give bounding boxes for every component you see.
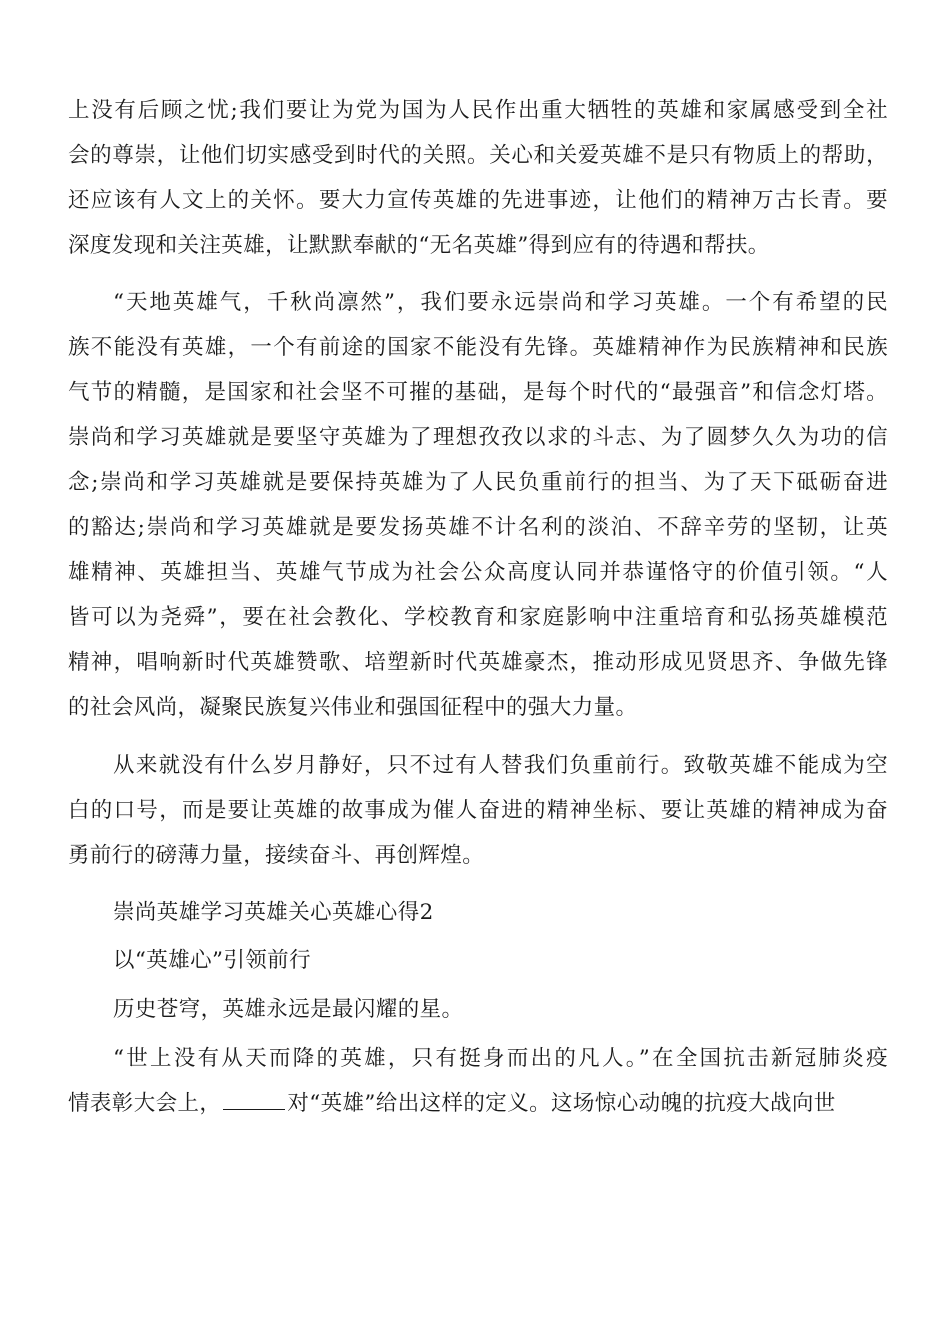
text-line: 的豁达;崇尚和学习英雄就是要发扬英雄不计名利的淡泊、不辞辛劳的坚韧，让英 [68, 515, 888, 540]
text-line: 白的口号，而是要让英雄的故事成为催人奋进的精神坐标、要让英雄的精神成为奋 [68, 798, 888, 823]
text-line: “天地英雄气，千秋尚凛然”，我们要永远崇尚和学习英雄。一个有希望的民 [113, 290, 888, 315]
text-line: 勇前行的磅薄力量，接续奋斗、再创辉煌。 [68, 843, 485, 868]
text-line: 上没有后顾之忧;我们要让为党为国为人民作出重大牺牲的英雄和家属感受到全社 [68, 98, 888, 123]
text-line: 会的尊崇，让他们切实感受到时代的关照。关心和关爱英雄不是只有物质上的帮助， [68, 143, 888, 168]
text-line [68, 1084, 888, 1124]
text-line: 皆可以为尧舜”，要在社会教化、学校教育和家庭影响中注重培育和弘扬英雄模范 [68, 605, 888, 630]
article-title: 以“英雄心”引领前行 [113, 948, 311, 973]
text-line: “世上没有从天而降的英雄，只有挺身而出的凡人。”在全国抗击新冠肺炎疫 [113, 1046, 888, 1071]
text-line: 雄精神、英雄担当、英雄气节成为社会公众高度认同并恭谨恪守的价值引领。“人 [68, 560, 888, 585]
text-line: 族不能没有英雄，一个有前途的国家不能没有先锋。英雄精神作为民族精神和民族 [68, 335, 888, 360]
text-line: 崇尚和学习英雄就是要坚守英雄为了理想孜孜以求的斗志、为了圆梦久久为功的信 [68, 425, 888, 450]
text-line: 念;崇尚和学习英雄就是要保持英雄为了人民负重前行的担当、为了天下砥砺奋进 [68, 470, 888, 495]
text-line: 从来就没有什么岁月静好，只不过有人替我们负重前行。致敬英雄不能成为空 [113, 753, 888, 778]
text-line: 气节的精髓，是国家和社会坚不可摧的基础，是每个时代的“最强音”和信念灯塔。 [68, 380, 888, 405]
text-line: 的社会风尚，凝聚民族复兴伟业和强国征程中的强大力量。 [68, 695, 638, 720]
text-line: 精神，唱响新时代英雄赞歌、培塑新时代英雄豪杰，推动形成见贤思齐、争做先锋 [68, 650, 888, 675]
text-line: 还应该有人文上的关怀。要大力宣传英雄的先进事迹，让他们的精神万古长青。要 [68, 188, 888, 213]
section-heading: 崇尚英雄学习英雄关心英雄心得2 [113, 900, 434, 925]
text-line: 深度发现和关注英雄，让默默奉献的“无名英雄”得到应有的待遇和帮扶。 [68, 233, 770, 258]
text-line: 历史苍穹，英雄永远是最闪耀的星。 [113, 997, 464, 1022]
text-segment: 对“英雄”给出这样的定义。这场惊心动魄的抗疫大战向世 [287, 1091, 836, 1116]
text-segment: 情表彰大会上， [68, 1091, 222, 1116]
fill-in-blank [223, 1089, 285, 1110]
